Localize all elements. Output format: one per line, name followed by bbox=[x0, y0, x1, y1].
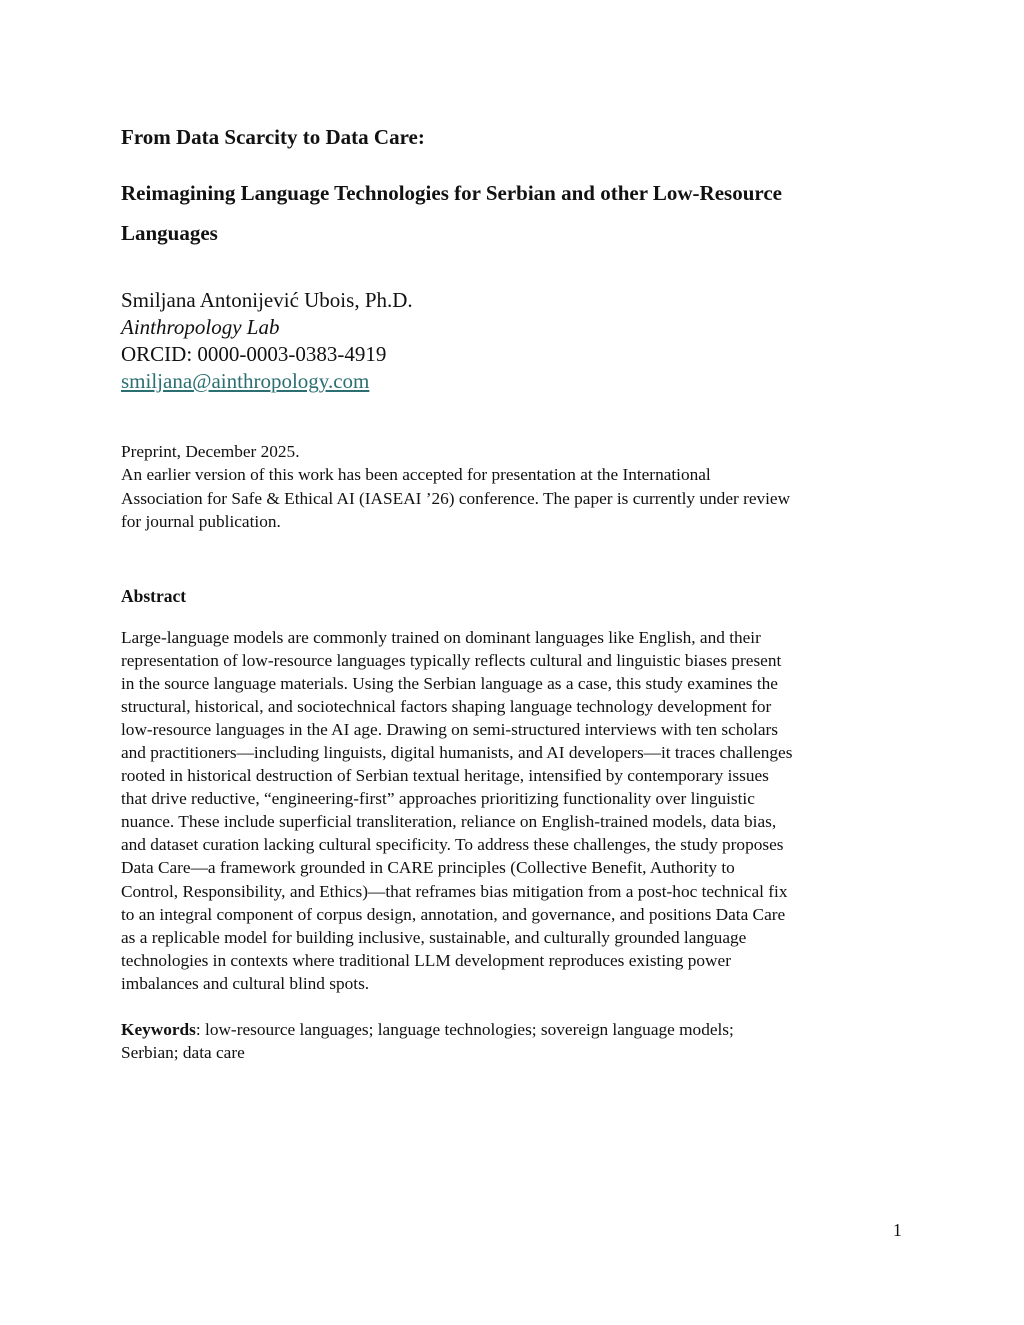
abstract-line: as a replicable model for building inclusive, sustainable, and culturally grounded language bbox=[121, 927, 747, 947]
preprint-line: for journal publication. bbox=[121, 511, 281, 531]
abstract-line: Large-language models are commonly trained on dominant languages like English, and their bbox=[121, 628, 761, 647]
author-name: Smiljana Antonijević Ubois, Ph.D. bbox=[121, 288, 413, 312]
abstract-line: Control, Responsibility, and Ethics)—that reframes bias mitigation from a post-hoc technical fix bbox=[121, 881, 788, 901]
paper-title: From Data Scarcity to Data Care: bbox=[121, 125, 425, 149]
abstract-line: and dataset curation lacking cultural specificity. To address these challenges, the study proposes bbox=[121, 835, 784, 855]
keywords-line: Serbian; data care bbox=[121, 1043, 245, 1063]
abstract-line: to an integral component of corpus design, annotation, and governance, and positions Data Care bbox=[121, 904, 786, 924]
keywords-line bbox=[121, 1018, 911, 1041]
abstract-line: representation of low-resource languages typically reflects cultural and linguistic biases present bbox=[121, 651, 782, 671]
subtitle-line: Reimagining Language Technologies for Serbian and other Low-Resource bbox=[121, 181, 782, 205]
author-orcid: ORCID: 0000-0003-0383-4919 bbox=[121, 342, 387, 366]
abstract-line: and practitioners—including linguists, digital humanists, and AI developers—it traces challenges bbox=[121, 743, 793, 763]
keywords-label: Keywords bbox=[121, 1020, 196, 1039]
keywords-text: : low-resource languages; language technologies; sovereign language models; bbox=[195, 1020, 734, 1039]
abstract-line: imbalances and cultural blind spots. bbox=[121, 973, 370, 993]
author-email-link[interactable]: smiljana@ainthropology.com bbox=[121, 369, 370, 393]
abstract-line: nuance. These include superficial transliteration, reliance on English-trained models, data bias, bbox=[121, 812, 777, 832]
preprint-line: Preprint, December 2025. bbox=[121, 442, 300, 461]
abstract-text bbox=[121, 626, 911, 995]
paper-subtitle bbox=[121, 173, 901, 253]
abstract-line: that drive reductive, “engineering-first” approaches prioritizing functionality over linguistic bbox=[121, 789, 755, 809]
abstract-line: Data Care—a framework grounded in CARE principles (Collective Benefit, Authority to bbox=[121, 858, 735, 878]
abstract-line: low-resource languages in the AI age. Drawing on semi-structured interviews with ten scholars bbox=[121, 720, 778, 740]
preprint-note bbox=[121, 440, 911, 533]
author-block bbox=[121, 287, 413, 395]
abstract-line: rooted in historical destruction of Serbian textual heritage, intensified by contemporary issues bbox=[121, 766, 769, 786]
abstract-line: in the source language materials. Using the Serbian language as a case, this study examines the bbox=[121, 674, 778, 694]
preprint-line: Association for Safe & Ethical AI (IASEAI ’26) conference. The paper is currently under review bbox=[121, 488, 791, 508]
subtitle-line: Languages bbox=[121, 221, 218, 245]
abstract-line: structural, historical, and sociotechnical factors shaping language technology development for bbox=[121, 697, 772, 717]
preprint-line: An earlier version of this work has been accepted for presentation at the International bbox=[121, 465, 711, 485]
keywords bbox=[121, 1018, 911, 1065]
abstract-line: technologies in contexts where traditional LLM development reproduces existing power bbox=[121, 950, 731, 970]
abstract-heading: Abstract bbox=[121, 586, 187, 606]
author-affiliation: Ainthropology Lab bbox=[121, 315, 280, 339]
page-number: 1 bbox=[893, 1220, 902, 1240]
